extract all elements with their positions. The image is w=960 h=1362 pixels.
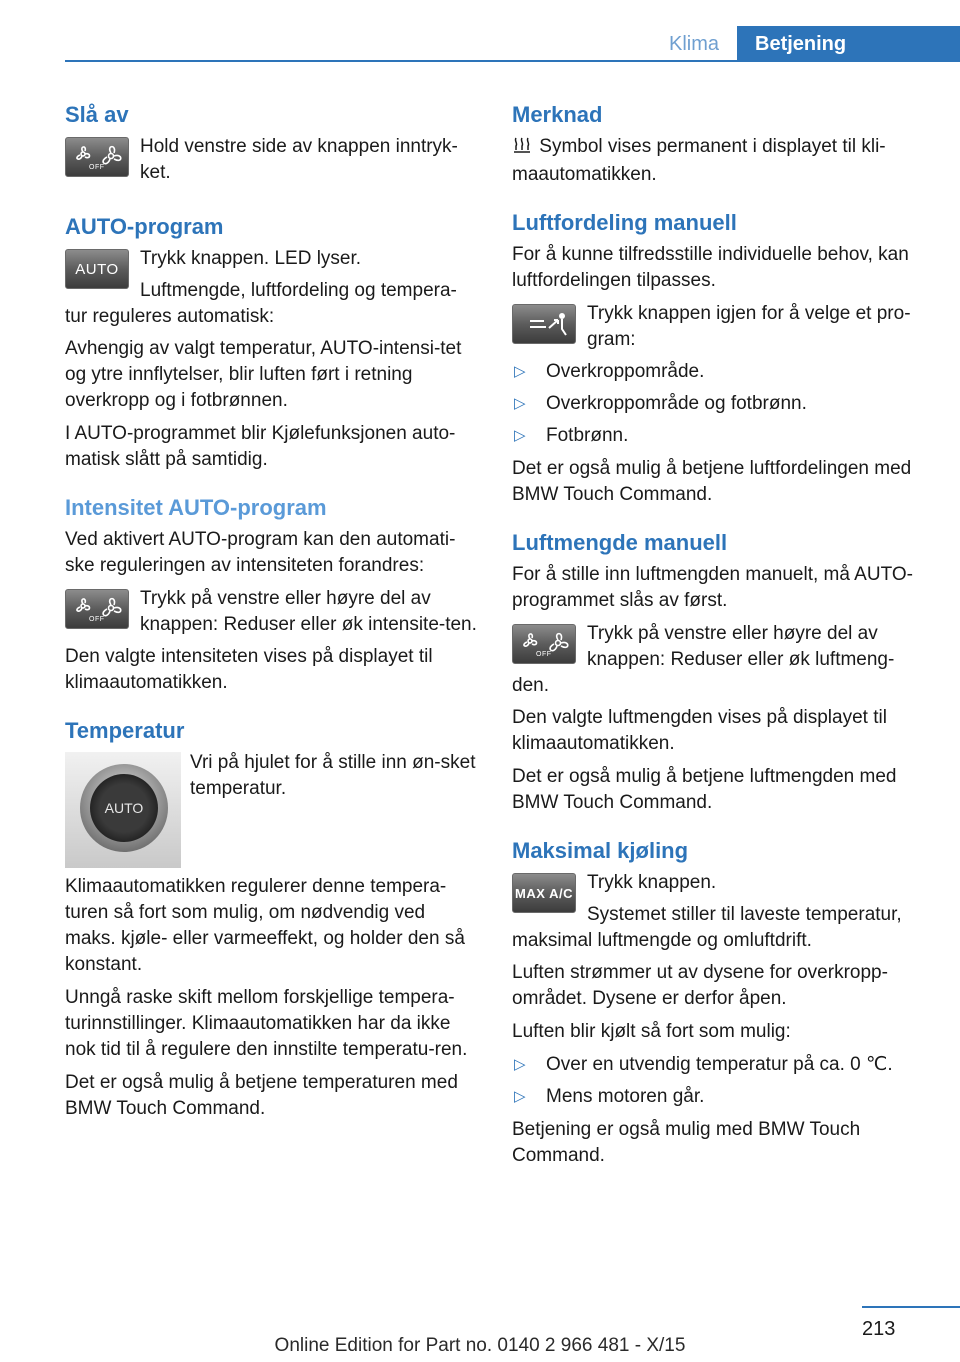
maksimal-text-4: Luften blir kjølt så fort som mulig: — [512, 1021, 791, 1042]
heading-luftfordeling: Luftfordeling manuell — [512, 210, 737, 235]
auto-text-1: Trykk knappen. LED lyser. — [140, 248, 362, 269]
heading-auto-program: AUTO-program — [65, 214, 224, 239]
auto-text-2: Luftmengde, luftfordeling og tempera-tur reguleres automatisk: — [65, 280, 457, 327]
list-item: ▷ Mens motoren går. — [512, 1084, 928, 1110]
heading-temperatur: Temperatur — [65, 718, 185, 743]
triangle-bullet-icon: ▷ — [514, 1056, 526, 1073]
auto-text-4: I AUTO-programmet blir Kjølefunksjonen auto-matisk slått på samtidig. — [65, 423, 456, 470]
luftfordeling-text-1: For å kunne tilfredsstille individuelle behov, kan luftfordelingen tilpasses. — [512, 244, 909, 291]
section-sla-av — [65, 100, 479, 192]
temperatur-text-3: Unngå raske skift mellom forskjellige tempera-turinnstillinger. Klimaautomatikken har da ikke nok tid til å regulere den innstilte temperatu-ren. — [65, 987, 468, 1060]
page-number: 213 — [862, 1318, 896, 1340]
svg-text:OFF: OFF — [536, 651, 552, 658]
temperatur-text-4: Det er også mulig å betjene temperaturen med BMW Touch Command. — [65, 1072, 458, 1119]
maksimal-paragraph — [512, 870, 928, 960]
luftfordeling-text-3: Det er også mulig å betjene luftfordelingen med BMW Touch Command. — [512, 458, 912, 505]
max-ac-button-icon: MAX A/C — [512, 873, 576, 913]
temperatur-text-1: Vri på hjulet for å stille inn øn-sket temperatur. — [190, 752, 476, 799]
left-column — [65, 100, 479, 1142]
max-cooling-list — [512, 1052, 928, 1110]
section-luftfordeling — [512, 208, 928, 508]
triangle-bullet-icon: ▷ — [514, 1088, 526, 1105]
heat-wave-icon — [512, 136, 534, 162]
heading-merknad: Merknad — [512, 102, 603, 127]
section-maksimal-kjoling — [512, 836, 928, 1169]
merknad-paragraph — [512, 134, 928, 188]
triangle-bullet-icon: ▷ — [514, 363, 526, 380]
maksimal-text-3: Luften strømmer ut av dysene for overkropp-området. Dysene er derfor åpen. — [512, 962, 888, 1009]
list-item: ▷ Over en utvendig temperatur på ca. 0 ℃. — [512, 1052, 928, 1078]
svg-text:OFF: OFF — [89, 616, 105, 623]
list-item: ▷ Overkroppområde og fotbrønn. — [512, 391, 928, 417]
fan-off-button-icon — [65, 137, 129, 177]
list-item: ▷ Overkroppområde. — [512, 359, 928, 385]
section-auto-program — [65, 212, 479, 473]
merknad-text: Symbol vises permanent i displayet til kli-maautomatikken. — [512, 136, 886, 185]
luftmengde-text-3: Den valgte luftmengden vises på displayet til klimaautomatikken. — [512, 707, 887, 754]
heading-luftmengde: Luftmengde manuell — [512, 530, 728, 555]
fan-speed-button-icon — [512, 624, 576, 664]
right-column — [512, 100, 928, 1189]
header-rule — [65, 60, 960, 62]
section-merknad — [512, 100, 928, 188]
temperatur-paragraph — [65, 750, 479, 874]
section-luftmengde — [512, 528, 928, 816]
intensitet-text-1: Ved aktivert AUTO-program kan den automati-ske reguleringen av intensiteten forandres: — [65, 529, 456, 576]
header-tab-betjening: Betjening — [737, 26, 960, 62]
page-number-rule — [862, 1306, 960, 1308]
luftmengde-text-4: Det er også mulig å betjene luftmengden med BMW Touch Command. — [512, 766, 897, 813]
maksimal-text-1: Trykk knappen. — [587, 872, 717, 893]
edition-footer: Online Edition for Part no. 0140 2 966 481 - X/15 — [274, 1335, 686, 1356]
luftmengde-text-1: For å stille inn luftmengden manuelt, må AUTO-programmet slås av først. — [512, 564, 913, 611]
luftmengde-paragraph — [512, 621, 928, 705]
heading-intensitet: Intensitet AUTO-program — [65, 495, 327, 520]
intensitet-paragraph — [65, 586, 479, 644]
section-intensitet — [65, 493, 479, 696]
fan-intensity-button-icon — [65, 589, 129, 629]
maksimal-text-5: Betjening er også mulig med BMW Touch Command. — [512, 1119, 861, 1166]
auto-program-paragraph — [65, 246, 479, 336]
intensitet-text-2: Trykk på venstre eller høyre del av knappen: Reduser eller øk intensite-ten. — [140, 588, 477, 635]
svg-text:OFF: OFF — [89, 164, 105, 171]
sla-av-text: Hold venstre side av knappen inntryk-ket. — [140, 136, 458, 183]
maksimal-text-2: Systemet stiller til laveste temperatur, maksimal luftmengde og omluftdrift. — [512, 904, 902, 951]
air-distribution-list — [512, 359, 928, 449]
section-temperatur — [65, 716, 479, 1122]
temperatur-text-2: Klimaautomatikken regulerer denne tempera-turen så fort som mulig, om nødvendig ved maks. kjøle- eller varmeeffekt, og holder den så konstant. — [65, 876, 465, 975]
intensitet-text-3: Den valgte intensiteten vises på displayet til klimaautomatikken. — [65, 646, 433, 693]
auto-button-icon: AUTO — [65, 249, 129, 289]
luftfordeling-paragraph — [512, 301, 928, 359]
heading-sla-av: Slå av — [65, 102, 129, 127]
heading-maksimal-kjoling: Maksimal kjøling — [512, 838, 689, 863]
triangle-bullet-icon: ▷ — [514, 427, 526, 444]
sla-av-paragraph — [65, 134, 479, 192]
knob-auto-label: AUTO — [104, 800, 144, 816]
temperature-knob-image — [65, 752, 181, 868]
air-distribution-button-icon — [512, 304, 576, 344]
header-tab-klima: Klima — [668, 33, 719, 55]
luftfordeling-text-2: Trykk knappen igjen for å velge et pro-gram: — [587, 303, 911, 350]
auto-text-3: Avhengig av valgt temperatur, AUTO-intensi-tet og ytre innflytelser, blir luften ført i retning overkropp og i fotbrønnen. — [65, 338, 462, 411]
list-item: ▷ Fotbrønn. — [512, 423, 928, 449]
triangle-bullet-icon: ▷ — [514, 395, 526, 412]
luftmengde-text-2: Trykk på venstre eller høyre del av knappen: Reduser eller øk luftmeng-den. — [512, 623, 895, 696]
